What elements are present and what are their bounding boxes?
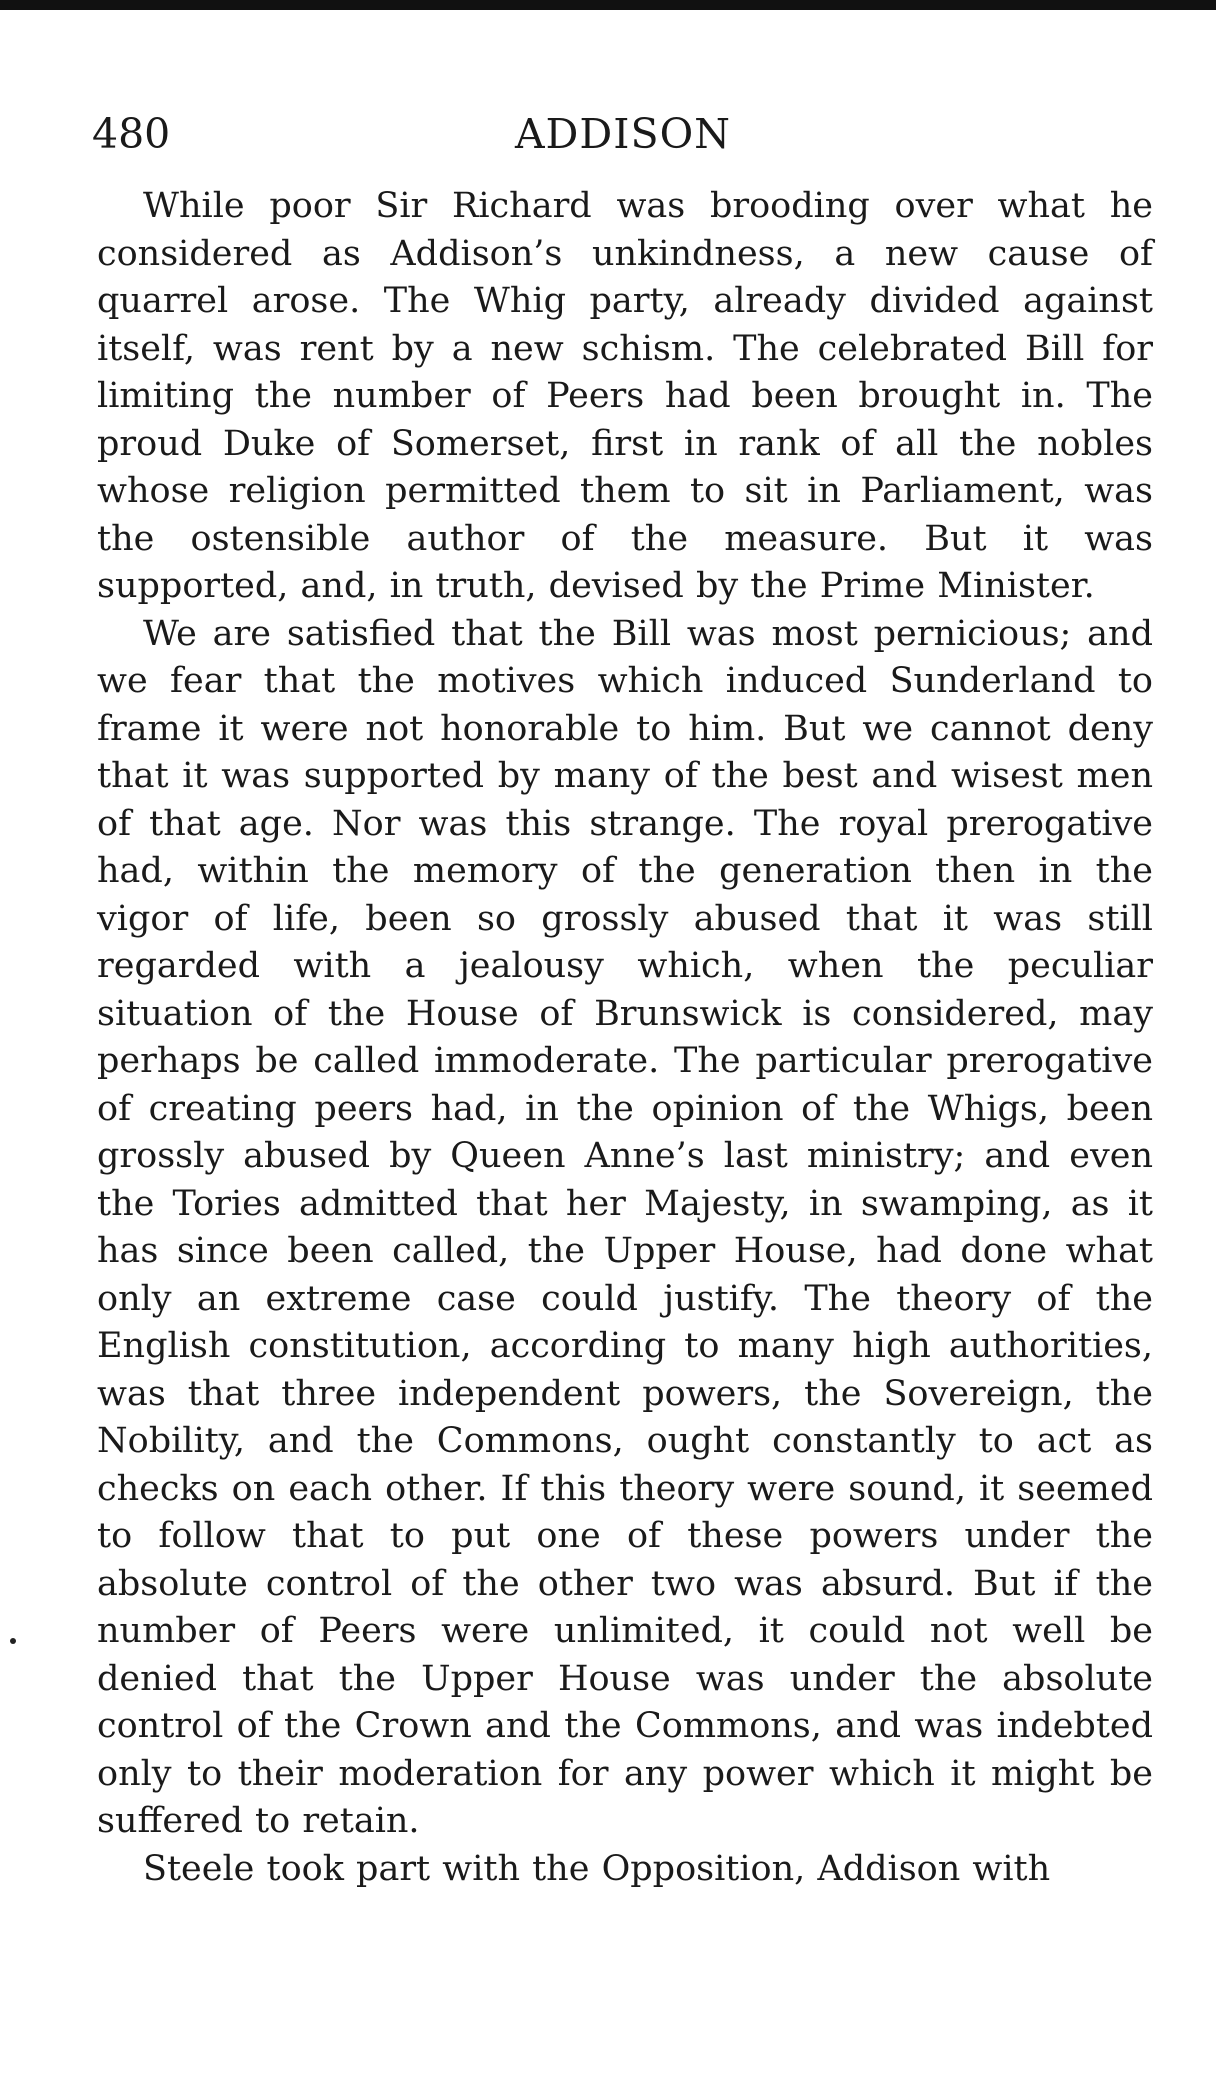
- margin-speck: [10, 1638, 16, 1644]
- paragraph: While poor Sir Richard was brooding over what he considered as Addison’s unkindness, a new cause of quarrel arose. The Whig party, already divided against itself, was rent by a new schism. The celebrated Bill for limiting the number of Peers had been brought in. The proud Duke of Somerset, first in rank of all the nobles whose religion permitted them to sit in Parliament, was the ostensible author of the measure. But it was supported, and, in truth, devised by the Prime Minister.: [97, 186, 1153, 606]
- body-text: [97, 183, 1153, 1893]
- page-number: 480: [92, 110, 171, 158]
- running-title: ADDISON: [514, 110, 732, 158]
- paragraph: We are satisfied that the Bill was most pernicious; and we fear that the motives which induced Sunderland to frame it were not honorable to him. But we cannot deny that it was supported by many of the best and wisest men of that age. Nor was this strange. The royal prerogative had, within the memory of the generation then in the vigor of life, been so grossly abused that it was still regarded with a jealousy which, when the peculiar situation of the House of Brunswick is considered, may perhaps be called immoderate. The particular prerogative of creating peers had, in the opinion of the Whigs, been grossly abused by Queen Anne’s last ministry; and even the Tories admitted that her Majesty, in swamping, as it has since been called, the Upper House, had done what only an extreme case could justify. The theory of the English constitution, according to many high authorities, was that three independent powers, the Sovereign, the Nobility, and the Commons, ought constantly to act as checks on each other. If this theory were sound, it seemed to follow that to put one of these powers under the absolute control of the other two was absurd. But if the number of Peers were unlimited, it could not well be denied that the Upper House was under the absolute control of the Crown and the Commons, and was indebted only to their moderation for any power which it might be suffered to retain.: [97, 613, 1153, 1841]
- top-border-rule: [0, 0, 1216, 10]
- running-header: [92, 104, 1154, 164]
- paragraph: Steele took part with the Opposition, Addison with: [143, 1848, 1051, 1889]
